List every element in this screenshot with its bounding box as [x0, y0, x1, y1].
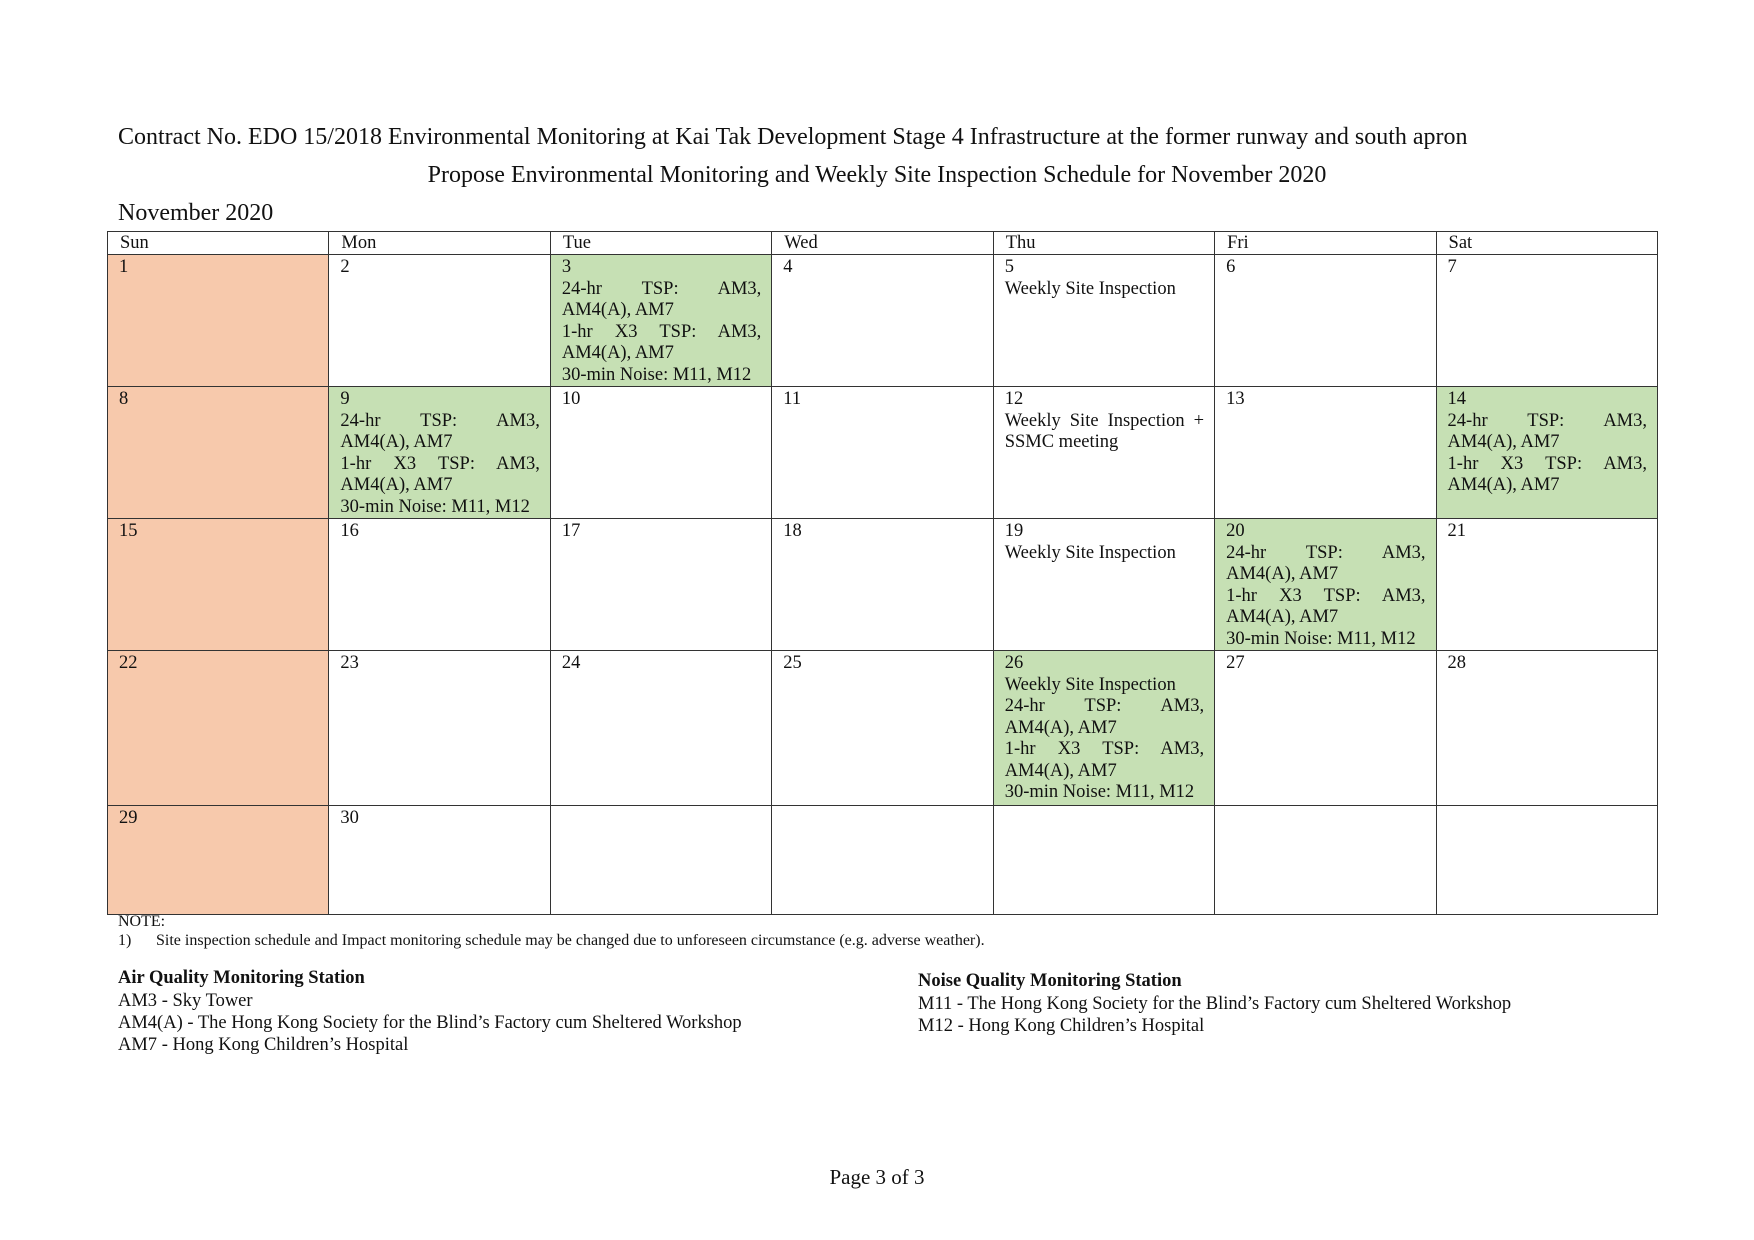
air-legend-heading: Air Quality Monitoring Station	[118, 968, 365, 988]
station-code: AM4(A)	[118, 1013, 183, 1033]
schedule-subtitle: Propose Environmental Monitoring and Weekly Site Inspection Schedule for November 2020	[427, 162, 1327, 188]
day-cell-27	[1215, 651, 1436, 806]
day-cell-4	[772, 255, 993, 387]
legend-item: AM3 - Sky Tower	[118, 991, 253, 1011]
day-number: 17	[561, 521, 581, 541]
day-number: 23	[340, 653, 359, 673]
station-name: Hong Kong Children’s Hospital	[172, 1035, 409, 1055]
schedule-entry: 1-hr X3 TSP: AM3, AM4(A), AM7	[561, 321, 762, 363]
day-cell-19	[993, 519, 1214, 651]
day-cell-21	[1436, 519, 1657, 651]
day-cell-17	[550, 519, 771, 651]
week-row	[108, 255, 1658, 387]
day-number: 8	[119, 389, 129, 409]
day-number: 28	[1447, 653, 1467, 673]
week-row	[108, 387, 1658, 519]
day-cell-13	[1215, 387, 1436, 519]
day-number: 27	[1226, 653, 1245, 673]
document-title: Contract No. EDO 15/2018 Environmental Monitoring at Kai Tak Development Stage 4 Infrastructure at the former runway and south apron	[118, 124, 1468, 150]
station-name: Hong Kong Children’s Hospital	[968, 1016, 1205, 1036]
day-number: 11	[783, 389, 802, 409]
day-number: 18	[783, 521, 802, 541]
station-code: AM7	[118, 1035, 158, 1055]
schedule-entry: Weekly Site Inspection	[1004, 542, 1176, 563]
day-number: 4	[783, 257, 793, 277]
day-number: 29	[119, 808, 138, 828]
day-header-row	[108, 232, 1658, 255]
week-row	[108, 806, 1658, 915]
station-code: M12	[918, 1016, 953, 1036]
schedule-entry: 1-hr X3 TSP: AM3, AM4(A), AM7	[1447, 453, 1647, 495]
day-number: 30	[340, 808, 359, 828]
footnote-text: Site inspection schedule and Impact monitoring schedule may be changed due to unforeseen circumstance (e.g. adverse weather).	[156, 932, 985, 949]
day-header: Fri	[1215, 232, 1436, 255]
day-cell-6	[1215, 255, 1436, 387]
empty-day-cell	[550, 806, 771, 915]
day-cell-26	[993, 651, 1214, 806]
day-number: 5	[1004, 257, 1014, 277]
day-number: 14	[1447, 389, 1467, 409]
schedule-entry: 24-hr TSP: AM3, AM4(A), AM7	[561, 278, 762, 320]
day-number: 25	[783, 653, 802, 673]
day-header: Tue	[550, 232, 771, 255]
empty-day-cell	[993, 806, 1214, 915]
day-cell-7	[1436, 255, 1657, 387]
legend-item: AM4(A) - The Hong Kong Society for the Blind’s Factory cum Sheltered Workshop	[118, 1013, 742, 1033]
day-cell-16	[329, 519, 550, 651]
day-number: 16	[340, 521, 359, 541]
station-code: AM3	[118, 991, 158, 1011]
day-cell-24	[550, 651, 771, 806]
day-cell-22	[108, 651, 329, 806]
noise-station-legend	[918, 970, 1511, 1037]
day-number: 3	[561, 257, 572, 277]
day-number: 24	[561, 653, 581, 673]
day-cell-23	[329, 651, 550, 806]
schedule-entry: 30-min Noise: M11, M12	[1226, 628, 1416, 649]
day-cell-20	[1215, 519, 1436, 651]
schedule-entry: 1-hr X3 TSP: AM3, AM4(A), AM7	[1226, 585, 1426, 627]
day-cell-18	[772, 519, 993, 651]
schedule-entry: 30-min Noise: M11, M12	[561, 364, 752, 385]
day-cell-11	[772, 387, 993, 519]
day-number: 7	[1447, 257, 1457, 277]
day-number: 2	[340, 257, 350, 277]
schedule-entry: Weekly Site Inspection	[1004, 278, 1176, 299]
day-cell-10	[550, 387, 771, 519]
day-number: 10	[561, 389, 581, 409]
day-cell-29	[108, 806, 329, 915]
day-cell-1	[108, 255, 329, 387]
schedule-entry: Weekly Site Inspection	[1004, 674, 1176, 695]
schedule-entry: Weekly Site Inspection + SSMC meeting	[1004, 410, 1205, 452]
day-cell-30	[329, 806, 550, 915]
schedule-entry: 1-hr X3 TSP: AM3, AM4(A), AM7	[1004, 739, 1205, 781]
empty-day-cell	[1436, 806, 1657, 915]
day-header: Sat	[1436, 232, 1657, 255]
day-cell-15	[108, 519, 329, 651]
schedule-entry: 24-hr TSP: AM3, AM4(A), AM7	[1226, 542, 1426, 584]
calendar-table	[107, 231, 1658, 915]
legend-item: M12 - Hong Kong Children’s Hospital	[918, 1016, 1205, 1036]
day-number: 12	[1004, 389, 1024, 409]
day-cell-8	[108, 387, 329, 519]
schedule-entry: 30-min Noise: M11, M12	[1004, 782, 1195, 802]
station-name: Sky Tower	[172, 991, 253, 1011]
day-cell-9	[329, 387, 550, 519]
schedule-entry: 24-hr TSP: AM3, AM4(A), AM7	[1447, 410, 1647, 452]
day-number: 20	[1226, 521, 1245, 541]
day-number: 19	[1004, 521, 1024, 541]
empty-day-cell	[1215, 806, 1436, 915]
day-cell-25	[772, 651, 993, 806]
footnote	[118, 931, 985, 951]
legend-item: M11 - The Hong Kong Society for the Blind’s Factory cum Sheltered Workshop	[918, 994, 1512, 1014]
day-cell-28	[1436, 651, 1657, 806]
schedule-entry: 30-min Noise: M11, M12	[340, 496, 530, 517]
day-header: Thu	[993, 232, 1214, 255]
day-header: Sun	[108, 232, 329, 255]
air-station-legend	[118, 967, 742, 1056]
legend-item: AM7 - Hong Kong Children’s Hospital	[118, 1035, 409, 1055]
day-number: 13	[1226, 389, 1245, 409]
month-label: November 2020	[118, 200, 274, 226]
page-number: Page 3 of 3	[829, 1165, 925, 1189]
day-cell-14	[1436, 387, 1657, 519]
station-name: The Hong Kong Society for the Blind’s Factory cum Sheltered Workshop	[967, 994, 1512, 1014]
day-cell-12	[993, 387, 1214, 519]
day-cell-3	[550, 255, 771, 387]
day-number: 15	[119, 521, 138, 541]
note-label: NOTE:	[118, 913, 166, 930]
day-number: 6	[1226, 257, 1236, 277]
day-number: 22	[119, 653, 138, 673]
station-code: M11	[918, 994, 953, 1014]
day-header: Mon	[329, 232, 550, 255]
week-row	[108, 519, 1658, 651]
noise-legend-heading: Noise Quality Monitoring Station	[918, 971, 1182, 991]
day-number: 1	[119, 257, 129, 277]
schedule-entry: 1-hr X3 TSP: AM3, AM4(A), AM7	[340, 453, 540, 495]
day-number: 21	[1447, 521, 1467, 541]
empty-day-cell	[772, 806, 993, 915]
schedule-entry: 24-hr TSP: AM3, AM4(A), AM7	[1004, 696, 1205, 738]
schedule-entry: 24-hr TSP: AM3, AM4(A), AM7	[340, 410, 540, 452]
station-name: The Hong Kong Society for the Blind’s Factory cum Sheltered Workshop	[197, 1013, 742, 1033]
day-cell-2	[329, 255, 550, 387]
day-number: 9	[340, 389, 350, 409]
week-row	[108, 651, 1658, 806]
day-header: Wed	[772, 232, 993, 255]
day-cell-5	[993, 255, 1214, 387]
day-number: 26	[1004, 653, 1024, 673]
footnote-number: 1)	[118, 932, 132, 949]
